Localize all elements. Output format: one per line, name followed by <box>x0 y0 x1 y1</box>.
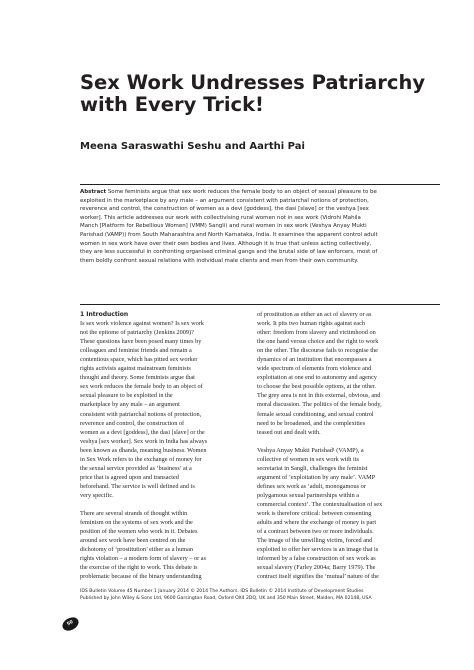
abstract-top-rule <box>80 184 440 185</box>
body-line: contract itself signifies the ‘mutual’ nature of the <box>257 573 379 581</box>
body-line: wide spectrum of elements from violence and <box>257 365 372 373</box>
abstract-line: women in sex work have over their own bodies and lives. Although it is true that unless acting collectively, <box>80 240 372 247</box>
body-line: commercial context’. The contextualisation of sex <box>257 500 383 508</box>
body-line: teased out and dealt with. <box>257 428 321 436</box>
body-line: need to be broadened, and the complexities <box>257 419 366 427</box>
body-line: of prostitution as either an act of slavery or as <box>257 311 372 318</box>
body-line: the sexual service provided as ‘business’ at a <box>80 464 192 472</box>
abstract-block <box>80 188 442 265</box>
page-number: 50 <box>66 619 75 628</box>
body-line: reverence and control, the construction of <box>80 419 185 427</box>
body-paragraph <box>80 509 258 581</box>
body-line: female sexual conditioning, and sexual control <box>257 410 374 418</box>
paragraph-gap <box>80 500 258 509</box>
body-line: collective of women in sex work with its <box>257 455 359 463</box>
journal-footer <box>80 589 450 602</box>
body-line: There are several strands of thought within <box>80 510 188 518</box>
body-line: dichotomy of ‘prostitution’ either as a human <box>80 546 194 554</box>
body-line: consistent with patriarchal notions of protection, <box>80 410 202 418</box>
body-line: of a contract between two or more individuals. <box>257 528 374 536</box>
body-line: rights violation – a modern form of slavery – or as <box>80 555 207 563</box>
body-line: on the other. The discourse fails to recognise the <box>257 347 378 355</box>
body-line: price that is agreed upon and transacted <box>80 473 179 481</box>
body-line: problematic because of the binary understanding <box>80 573 202 581</box>
body-paragraph <box>257 446 435 582</box>
abstract-line: worker]. This article addresses our work with collectivising rural women not in sex work (Vidrohi Mahila <box>80 214 361 221</box>
body-line: women as a devi [goddess], the dasi [slave] or the <box>80 428 205 436</box>
body-line: Veshya Anyay Mukti Parishad¹ (VAMP), a <box>257 446 364 454</box>
abstract-line: they are less successful in confronting organised criminal gangs and the brutal side of law enforcers, most of <box>80 249 378 256</box>
body-line: defines sex work as ‘adult, monogamous or <box>257 482 366 490</box>
article-authors: Meena Saraswathi Seshu and Aarthi Pai <box>80 141 305 152</box>
body-line: polygamous sexual partnerships within a <box>257 491 360 499</box>
body-line: moral discussion. The politics of the female body, <box>257 401 382 409</box>
body-line: been known as dhanda, meaning business. Women <box>80 446 207 454</box>
article-title-line: Sex Work Undresses Patriarchy <box>80 71 426 94</box>
body-line: very specific. <box>80 491 114 499</box>
body-line: beforehand. The service is well defined and is <box>80 482 195 490</box>
body-line: to choose the best possible options, at the other. <box>257 383 377 391</box>
abstract-line: Parishad (VAMP)) from South Maharashtra and North Karnataka, India. It examines the apparent control adult <box>80 231 378 238</box>
body-line: in Sex Work refers to the exchange of money for <box>80 455 202 463</box>
abstract-bottom-rule <box>80 304 440 305</box>
abstract-line: Manch [Platform for Rebellious Women] (VMM) Sangli) and rural women in sex work (Veshya Anyay Mukti <box>80 223 367 230</box>
abstract-text: Some feminists argue that sex work reduces the female body to an object of sexual pleasure to be <box>107 189 377 195</box>
page-number-badge <box>60 615 81 634</box>
abstract-line <box>80 188 442 197</box>
section-heading: 1 Introduction <box>80 311 129 318</box>
body-line: around sex work have been centred on the <box>80 537 186 545</box>
body-line: informed by a false construction of sex work as <box>257 555 376 563</box>
abstract-line: exploited in the marketplace by any male – an argument consistent with patriarchal notions of protection, <box>80 197 369 204</box>
body-line: position of the women who work in it. Debates <box>80 528 198 536</box>
abstract-line: them boldly confront sexual relations with individual male clients and men from their own community. <box>80 257 359 264</box>
body-line: adults and where the exchange of money is part <box>257 519 377 527</box>
body-line: work. It pits two human rights against each <box>257 320 365 328</box>
body-line: not the epitome of patriarchy (Jenkins 2009)? <box>80 329 194 337</box>
body-column-left <box>80 310 258 581</box>
body-line: Is sex work violence against women? Is sex work <box>80 320 204 328</box>
body-column-right <box>257 310 435 581</box>
body-line: the one hand versus choice and the right to work <box>257 338 379 346</box>
abstract-label: Abstract <box>80 189 107 195</box>
body-line: rights activists against mainstream feminists <box>80 365 191 373</box>
body-line: work is therefore critical: between consenting <box>257 510 372 518</box>
body-line: the exercise of the right to work. This debate is <box>80 564 198 572</box>
body-line: feminism on the systems of sex work and the <box>80 519 193 527</box>
body-line: exploited to offer her services is an image that is <box>257 546 379 554</box>
body-line: other: freedom from slavery and victimhood on <box>257 329 376 337</box>
footer-publisher-line: Published by John Wiley & Sons Ltd, 9600 Garsington Road, Oxford OX4 2DQ, UK and 350 Main Street, Malden, MA 02148, USA <box>80 595 372 601</box>
body-line: argument of ‘exploitation by any male’. VAMP <box>257 473 376 481</box>
body-line: exploitation at one end to autonomy and agency <box>257 374 377 382</box>
body-line: secretariat in Sangli, challenges the feminist <box>257 464 368 472</box>
body-line: sexual slavery (Farley 2004a; Barry 1979). The <box>257 564 376 572</box>
footer-citation-line: IDS Bulletin Volume 45 Number 1 January 2014 © 2014 The Authors. IDS Bulletin © 2014 Institute of Development Studies <box>80 589 364 594</box>
body-paragraph <box>257 310 435 437</box>
body-paragraph <box>80 319 258 500</box>
body-line: sex work reduces the female body to an object of <box>80 383 203 391</box>
body-line: veshya [sex worker]. Sex work in India has always <box>80 437 208 445</box>
body-line: dynamics of an institution that encompasses a <box>257 356 372 364</box>
abstract-line: reverence and control, the construction of women as a devi [goddess], the dasi [slave] or the veshya [sex <box>80 206 369 213</box>
paragraph-gap <box>257 437 435 446</box>
body-line: colleagues and feminist friends and remain a <box>80 347 192 355</box>
body-line: The grey area is not in this external, obvious, and <box>257 392 381 400</box>
body-line: These questions have been posed many times by <box>80 338 202 346</box>
body-line: marketplace by any male – an argument <box>80 401 180 409</box>
body-line: thought and theory. Some feminists argue that <box>80 374 195 382</box>
body-line: The image of the unwilling victim, forced and <box>257 537 373 545</box>
body-line: contentious space, which has pitted sex worker <box>80 356 198 364</box>
body-line: sexual pleasure to be exploited in the <box>80 392 173 400</box>
article-title-line: with Every Trick! <box>80 93 264 116</box>
article-title <box>80 71 426 116</box>
